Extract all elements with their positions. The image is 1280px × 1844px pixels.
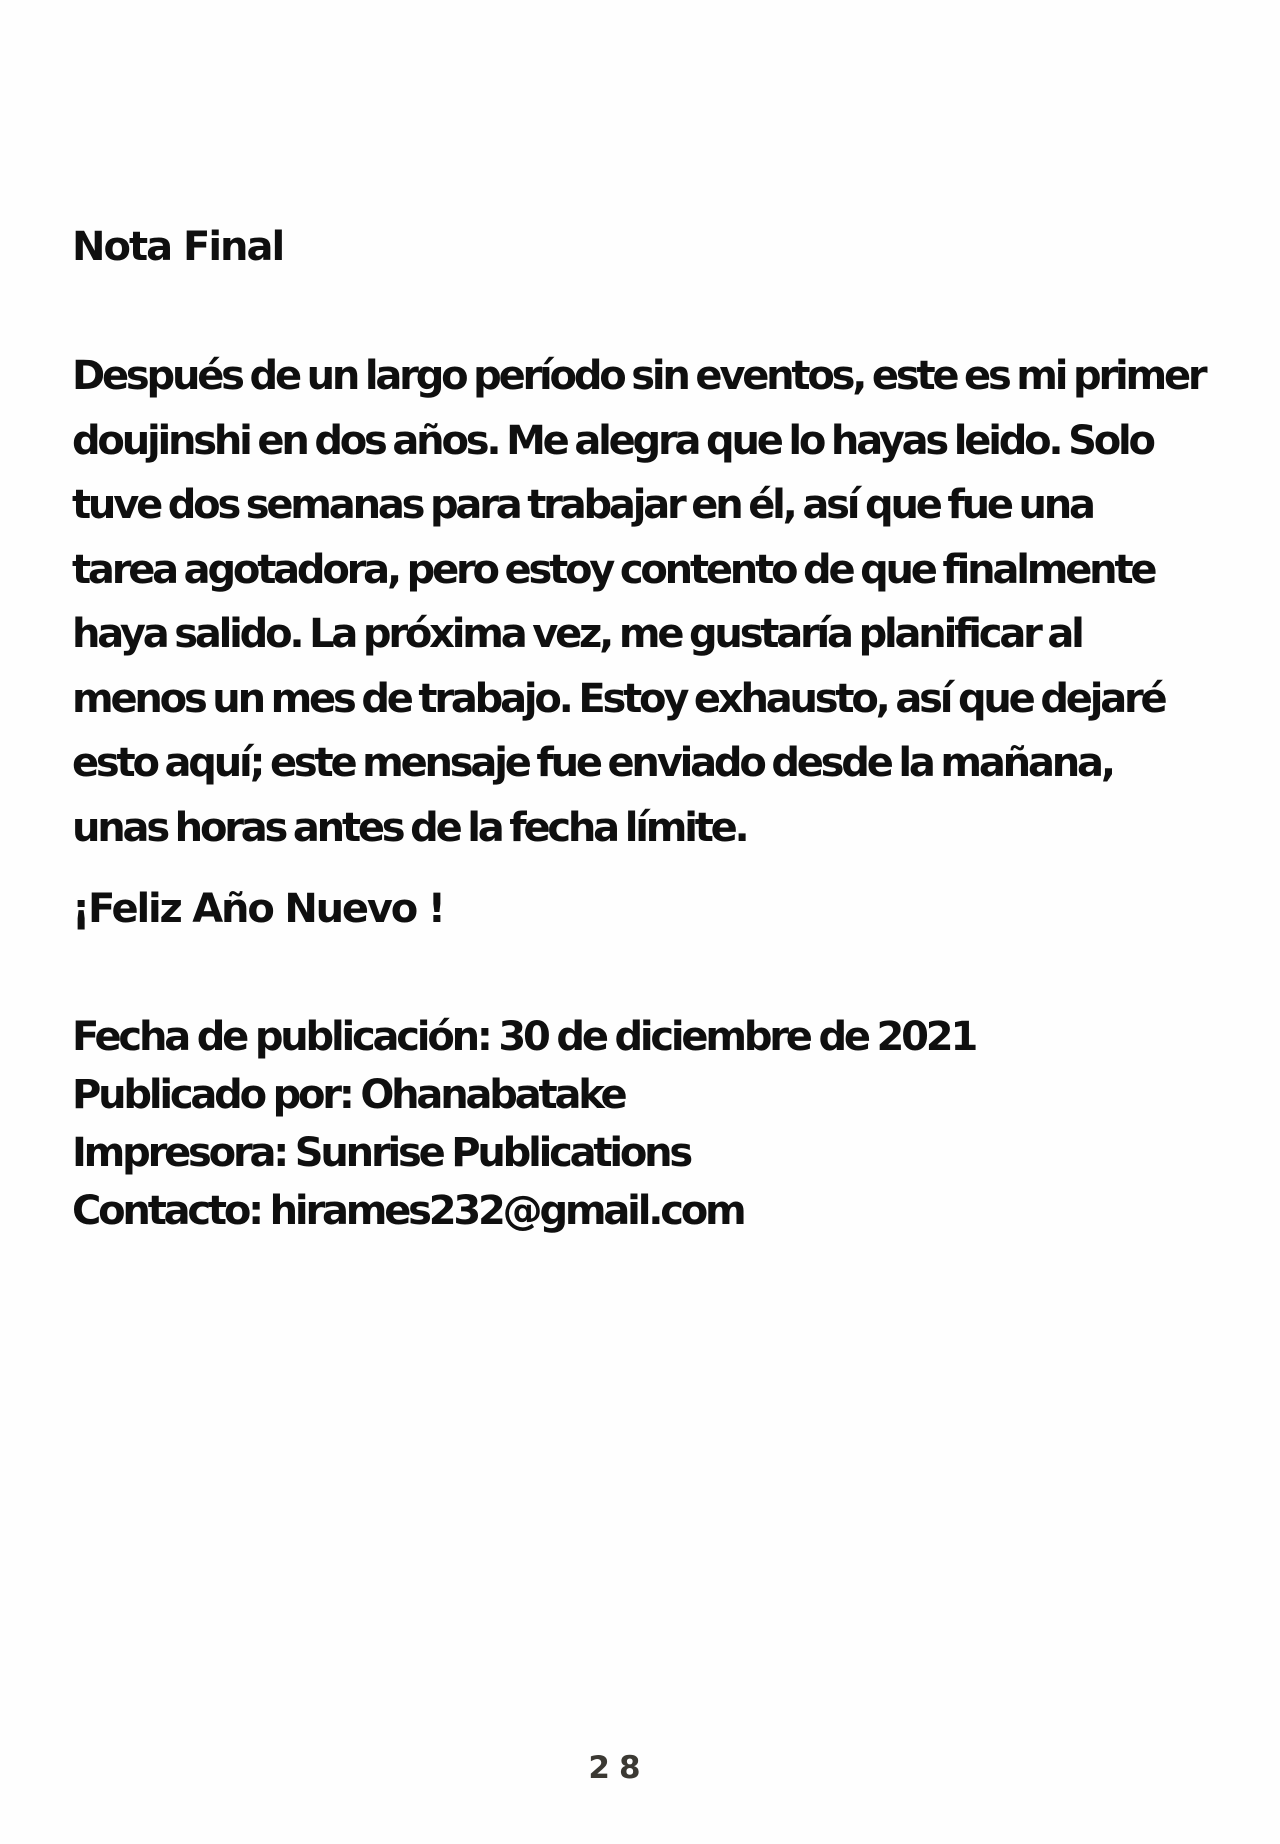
paragraph-line: doujinshi en dos años. Me alegra que lo hayas leido. Solo — [72, 417, 1153, 464]
paragraph-line: menos un mes de trabajo. Estoy exhausto, así que dejaré — [72, 675, 1165, 722]
afterword-paragraph — [72, 344, 1204, 860]
paragraph-line: tarea agotadora, pero estoy contento de que finalmente — [72, 546, 1155, 593]
publication-info — [72, 1008, 975, 1240]
paragraph-line: tuve dos semanas para trabajar en él, así que fue una — [72, 482, 1093, 528]
paragraph-line: Después de un largo período sin eventos, este es mi primer — [72, 353, 1205, 399]
contact-email-line: Contacto: hirames232@gmail.com — [72, 1188, 744, 1234]
section-title: Nota Final — [72, 224, 284, 270]
printer-line: Impresora: Sunrise Publications — [72, 1130, 690, 1176]
paragraph-line: esto aquí; este mensaje fue enviado desde la mañana, — [72, 740, 1113, 786]
publication-date-line: Fecha de publicación: 30 de diciembre de 2021 — [72, 1014, 976, 1060]
page-number: 28 — [588, 1750, 650, 1786]
new-year-greeting: ¡Feliz Año Nuevo ! — [72, 886, 444, 932]
paragraph-line: unas horas antes de la fecha límite. — [72, 804, 747, 851]
publisher-line: Publicado por: Ohanabatake — [72, 1072, 625, 1118]
paragraph-line: haya salido. La próxima vez, me gustaría planificar al — [72, 611, 1082, 657]
